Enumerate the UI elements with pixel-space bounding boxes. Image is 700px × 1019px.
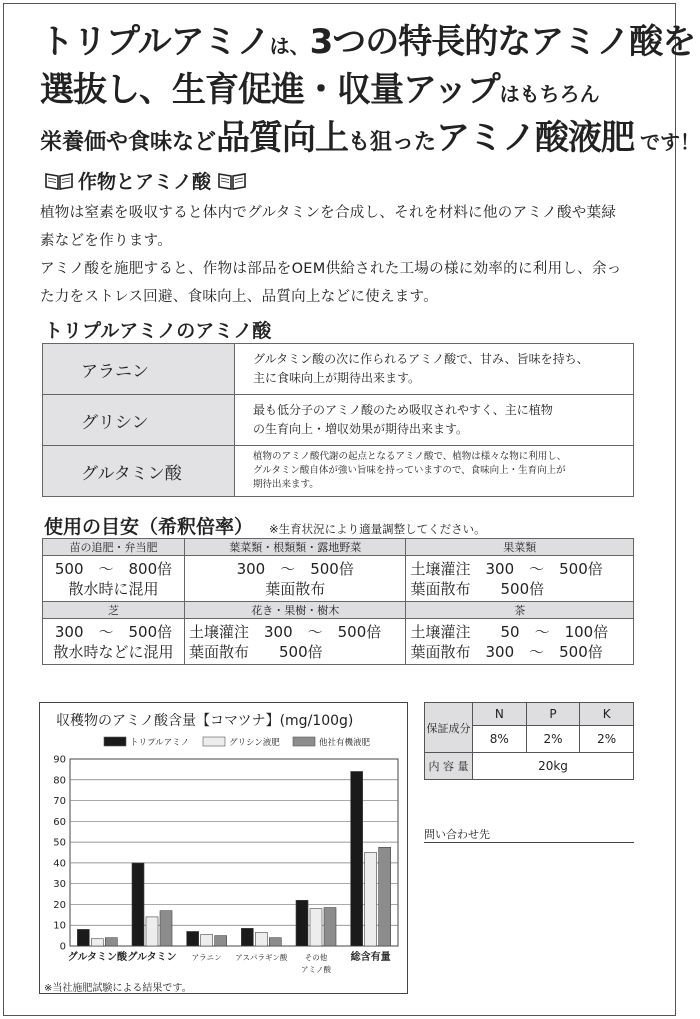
bar: [365, 853, 377, 947]
nutrient-value: 8%: [473, 726, 527, 753]
nutrient-header: P: [526, 703, 580, 726]
legend-label: グリシン液肥: [229, 738, 280, 748]
desc-line: 主に食味向上が期待出来ます。: [253, 371, 421, 385]
nutrient-value: 2%: [580, 726, 634, 753]
x-tick-label: 総含有量: [350, 952, 391, 963]
dilution-line: 散水時に混用: [68, 579, 159, 598]
y-tick-label: 30: [53, 879, 66, 891]
section-crops-amino-title: [44, 167, 247, 194]
dilution-line: 500 ～ 800倍: [54, 559, 173, 578]
headline-text-small: です！: [640, 130, 700, 154]
headline-text: 選抜し、生育促進・収量アップ: [40, 70, 500, 110]
desc-line: 植物のアミノ酸代謝の起点となるアミノ酸で、植物は様々な物に利用し、: [253, 451, 567, 462]
headline-particle: は、: [269, 34, 310, 58]
crop-category: 苗の追肥・弁当肥: [43, 539, 185, 556]
section-title-text: 使用の目安（希釈倍率）: [44, 516, 254, 538]
chart-footnote: ※当社施肥試験による結果です。: [44, 983, 192, 994]
volume-value: 20kg: [473, 753, 634, 780]
chart-title: 収穫物のアミノ酸含量【コマツナ】(mg/100g): [56, 713, 354, 729]
book-icon: [217, 171, 247, 191]
x-tick-label: アスパラギン酸: [235, 953, 288, 962]
dilution-cell: [184, 619, 406, 665]
paragraph-line: 植物は窒素を吸収すると体内でグルタミンを合成し、それを材料に他のアミノ酸や葉緑: [40, 205, 617, 221]
bar: [215, 936, 227, 946]
x-tick-label: グルタミン酸: [67, 952, 127, 963]
dilution-cell: [43, 619, 185, 665]
legend-swatch: [203, 737, 225, 746]
nutrient-value: 2%: [526, 726, 580, 753]
x-tick-label: アミノ酸: [301, 965, 331, 974]
crop-category: 花き・果樹・樹木: [184, 602, 406, 619]
paragraph-line: た力をストレス回避、食味向上、品質向上などに使えます。: [40, 289, 439, 305]
x-tick-label: アラニン: [191, 953, 222, 962]
bar: [241, 928, 253, 946]
amino-content-chart-box: [39, 702, 408, 994]
y-tick-label: 20: [53, 899, 66, 911]
headline-text-small: も狙った: [348, 130, 437, 155]
guarantee-label: 保証成分: [425, 703, 473, 753]
table-row: [43, 344, 634, 395]
spec-row: [425, 703, 634, 726]
headline-line-2: [40, 62, 600, 111]
bar: [146, 917, 158, 946]
bar: [77, 929, 89, 946]
amino-acid-table: [42, 343, 634, 497]
plot-area: [70, 759, 398, 946]
crop-category: 葉菜類・根類類・露地野菜: [184, 539, 406, 556]
crop-category: 茶: [406, 602, 634, 619]
headline-line-1: [40, 14, 695, 63]
dilution-line: 300 ～ 500倍: [54, 622, 173, 641]
contact-divider: [424, 842, 634, 843]
spec-row: [425, 753, 634, 780]
amino-description: [235, 395, 634, 446]
bar: [351, 771, 363, 946]
section-title-text: 作物とアミノ酸: [78, 171, 212, 193]
legend-swatch: [293, 737, 315, 746]
headline-text-small: はもちろん: [499, 82, 600, 106]
bar: [160, 911, 172, 946]
dilution-line: 土壌灌注 50 ～ 100倍: [410, 622, 609, 641]
amino-name: グリシン: [43, 395, 235, 446]
crop-category: 芝: [43, 602, 185, 619]
table-row: [43, 446, 634, 497]
product-name: トリプルアミノ: [40, 22, 270, 62]
paragraph-line: アミノ酸を施肥すると、作物は部品をOEM供給された工場の様に効率的に利用し、余っ: [40, 261, 622, 277]
bar: [324, 908, 336, 946]
desc-line: の生育向上・増収効果が期待出来ます。: [253, 422, 469, 436]
dilution-line: 300 ～ 500倍: [236, 559, 354, 578]
headline-line-3: [40, 110, 700, 159]
dilution-line: 葉面散布 500倍: [410, 579, 545, 598]
amino-name: アラニン: [43, 344, 235, 395]
bar: [296, 900, 308, 946]
desc-line: 最も低分子のアミノ酸のため吸収されやすく、主に植物: [253, 403, 553, 417]
dilution-cell: [406, 619, 634, 665]
dilution-note: ※生育状況により適量調整してください。: [269, 522, 486, 536]
y-tick-label: 50: [53, 837, 66, 849]
amino-description: [235, 446, 634, 497]
bar: [255, 932, 267, 946]
desc-line: グルタミン酸の次に作られるアミノ酸で、甘み、旨味を持ち、: [253, 352, 589, 366]
dilution-line: 葉面散布 500倍: [188, 642, 323, 661]
section-dilution-title: [44, 512, 486, 539]
dilution-cell: [406, 556, 634, 602]
dilution-table: [42, 538, 634, 665]
x-tick-label: その他: [304, 953, 328, 962]
y-tick-label: 80: [53, 775, 66, 787]
bar: [310, 909, 322, 946]
y-tick-label: 90: [53, 754, 66, 766]
dilution-line: 土壌灌注 300 ～ 500倍: [410, 559, 603, 578]
amino-name: グルタミン酸: [43, 446, 235, 497]
table-row: [43, 556, 634, 602]
y-tick-label: 40: [53, 858, 66, 870]
y-tick-label: 0: [59, 941, 66, 953]
amino-description: [235, 344, 634, 395]
table-row: [43, 395, 634, 446]
headline-text: アミノ酸液肥: [436, 118, 635, 158]
crop-category: 果菜類: [406, 539, 634, 556]
bar: [201, 935, 213, 946]
volume-label: 内 容 量: [425, 753, 473, 780]
section-triple-amino-title: トリプルアミノのアミノ酸: [44, 320, 272, 342]
table-header-row: [43, 539, 634, 556]
dilution-line: 土壌灌注 300 ～ 500倍: [188, 622, 382, 641]
headline-text-small: 栄養価や食味など: [40, 130, 217, 155]
desc-line: グルタミン酸自体が強い旨味を持っていますので、食味向上・生育向上が: [253, 465, 566, 476]
y-tick-label: 10: [53, 920, 66, 932]
bar: [379, 847, 391, 946]
y-tick-label: 70: [53, 796, 66, 808]
bar: [91, 939, 103, 946]
table-header-row: [43, 602, 634, 619]
x-tick-label: グルタミン: [127, 952, 177, 963]
crops-paragraph-2: [40, 255, 640, 311]
dilution-line: 葉面散布: [265, 579, 326, 598]
crops-paragraph-1: [40, 199, 640, 255]
contact-label: 問い合わせ先: [424, 828, 490, 841]
amino-content-chart: [40, 703, 407, 993]
dilution-cell: [43, 556, 185, 602]
desc-line: 期待出来ます。: [253, 479, 319, 490]
dilution-line: 散水時などに混用: [53, 642, 174, 661]
headline-text: 品質向上: [216, 118, 349, 158]
legend-swatch: [104, 737, 126, 746]
nutrient-header: K: [580, 703, 634, 726]
legend-label: トリプルアミノ: [130, 738, 190, 748]
headline-text: 3つの特長的なアミノ酸を: [309, 22, 696, 62]
nutrient-header: N: [473, 703, 527, 726]
bar: [269, 938, 281, 946]
bar: [187, 931, 199, 946]
bar: [132, 863, 144, 946]
dilution-line: 葉面散布 300 ～ 500倍: [410, 642, 603, 661]
dilution-cell: [184, 556, 406, 602]
book-icon: [44, 171, 74, 191]
table-row: [43, 619, 634, 665]
y-tick-label: 60: [53, 816, 66, 828]
paragraph-line: 素などを作ります。: [40, 233, 173, 249]
legend-label: 他社有機液肥: [319, 738, 371, 748]
spec-table: [424, 702, 634, 780]
bar: [105, 938, 117, 946]
